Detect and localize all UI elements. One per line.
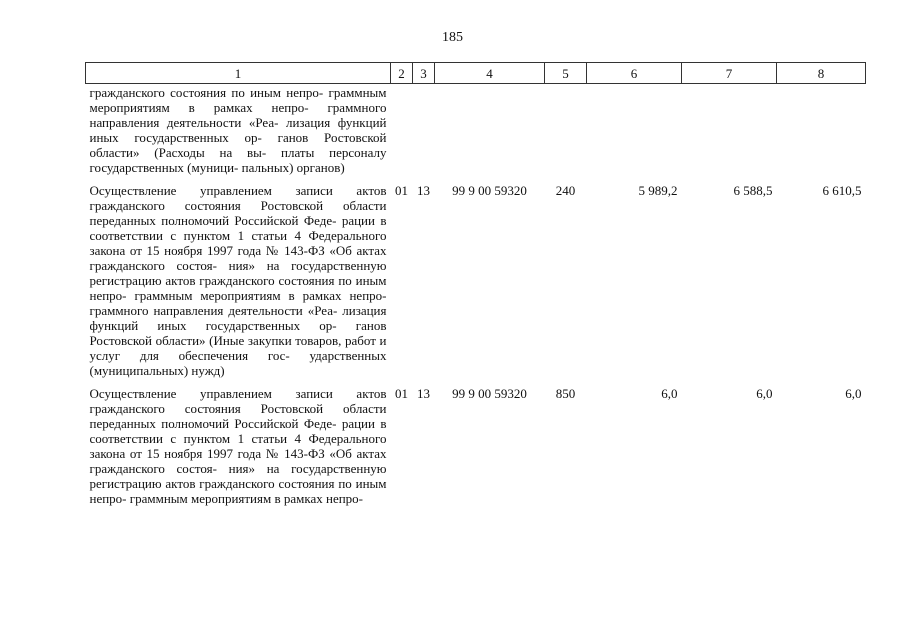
header-col-7: 7 [682, 63, 777, 84]
header-col-1: 1 [86, 63, 391, 84]
row-year1-amount [587, 84, 682, 176]
row-expense-type [545, 84, 587, 176]
row-target-article [435, 84, 545, 176]
header-col-8: 8 [777, 63, 866, 84]
row-target-article: 99 9 00 59320 [452, 386, 527, 401]
table-row [86, 175, 866, 378]
row-expense-type: 240 [555, 183, 576, 198]
row-subsection: 13 [417, 386, 430, 401]
header-col-4: 4 [435, 63, 545, 84]
row-section: 01 [395, 183, 408, 198]
row-description: Осуществление управлением записи актов гражданского состояния Ростовской области переданных полномочий Российской Феде- рации в соответствии с пунктом 1 статьи 4 Федерального закона от 15 ноября 1997 года № 143-ФЗ «Об актах гражданского состоя- ния» на государственную регистрацию актов гражданского состояния по иным непро- граммным мероприятиям в рамках непро- [89, 386, 387, 506]
header-col-3: 3 [413, 63, 435, 84]
row-description: гражданского состояния по иным непро- граммным мероприятиям в рамках непро- граммного направления деятельности «Реа- лизация функций иных государственных ор- ганов Ростовской области» (Расходы на вы- платы персоналу государственных (муници- пальных) органов) [89, 85, 387, 175]
row-target-article: 99 9 00 59320 [452, 183, 527, 198]
header-col-2: 2 [391, 63, 413, 84]
row-year3-amount: 6 610,5 [822, 183, 862, 198]
row-description: Осуществление управлением записи актов гражданского состояния Ростовской области переданных полномочий Российской Феде- рации в соответствии с пунктом 1 статьи 4 Федерального закона от 15 ноября 1997 года № 143-ФЗ «Об актах гражданского состоя- ния» на государственную регистрацию актов гражданского состояния по иным непро- граммным мероприятиям в рамках непро- граммного направления деятельности «Реа- лизация функций иных государственных ор- ганов Ростовской области» (Иные закупки товаров, работ и услуг для обеспечения гос- ударственных (муниципальных) нужд) [89, 183, 387, 378]
row-year2-amount: 6 588,5 [733, 183, 773, 198]
row-section [391, 84, 413, 176]
budget-table [85, 62, 866, 506]
row-year1-amount: 6,0 [661, 386, 678, 401]
header-row [86, 63, 866, 84]
row-section: 01 [395, 386, 408, 401]
row-year2-amount: 6,0 [756, 386, 773, 401]
row-year2-amount [682, 84, 777, 176]
table-row [86, 84, 866, 176]
page-number: 185 [442, 30, 463, 45]
header-col-5: 5 [545, 63, 587, 84]
row-subsection: 13 [417, 183, 430, 198]
row-year3-amount: 6,0 [845, 386, 862, 401]
row-year3-amount [777, 84, 866, 176]
header-col-6: 6 [587, 63, 682, 84]
row-expense-type: 850 [555, 386, 576, 401]
row-year1-amount: 5 989,2 [638, 183, 678, 198]
row-subsection [413, 84, 435, 176]
table-row [86, 378, 866, 506]
